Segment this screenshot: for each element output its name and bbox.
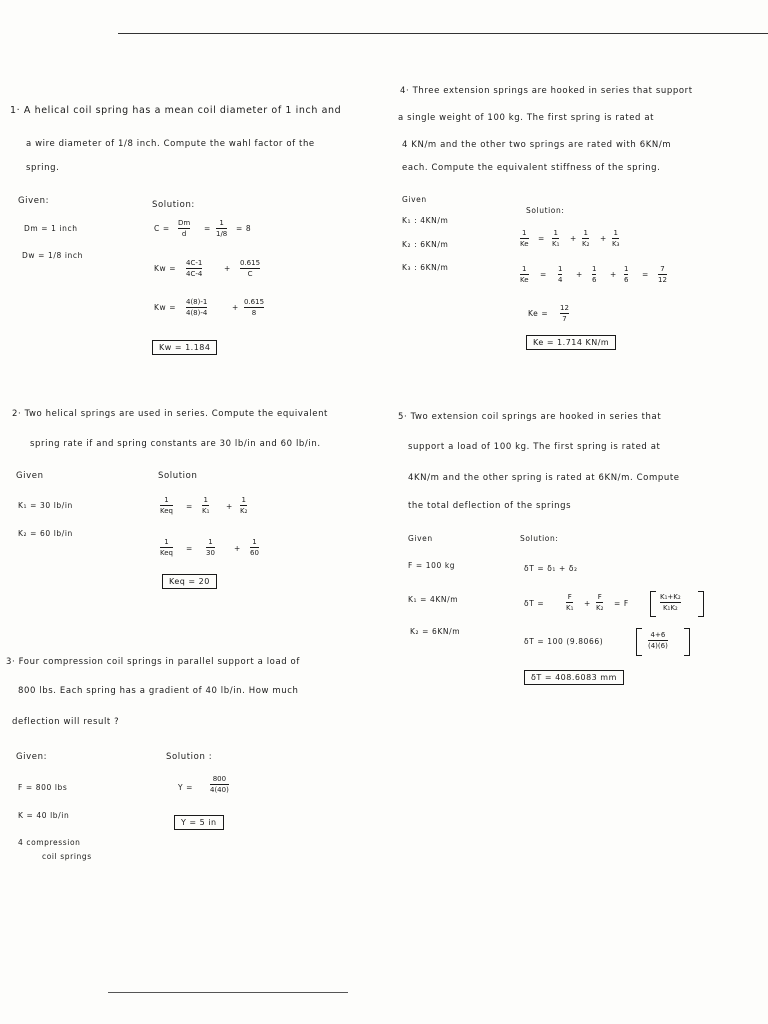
bracket-left xyxy=(650,591,656,617)
solution-label: Solution: xyxy=(526,206,565,215)
answer-box: Y = 5 in xyxy=(174,815,224,830)
solution-label: Solution : xyxy=(166,752,213,762)
fraction: 1 6 xyxy=(624,265,629,285)
equation-line: δT = δ₁ + δ₂ xyxy=(524,564,578,573)
fraction: K₁+K₂ K₁K₂ xyxy=(660,593,681,613)
fraction: 1 60 xyxy=(250,538,259,558)
given-item: K₁ = 4KN/m xyxy=(408,595,459,604)
answer-box: Keq = 20 xyxy=(162,574,217,589)
fraction: 4+6 (4)(6) xyxy=(648,631,668,651)
equation-lhs: Ke = xyxy=(528,309,549,318)
fraction: 1 K₂ xyxy=(582,229,590,249)
answer-box: δT = 408.6083 mm xyxy=(524,670,624,685)
equals: = xyxy=(538,234,545,243)
plus: + xyxy=(570,234,577,243)
equation-lhs: Y = xyxy=(178,783,194,792)
fraction: 800 4(40) xyxy=(210,775,229,795)
fraction: 1 Ke xyxy=(520,265,529,285)
fraction: 0.615 C xyxy=(240,259,261,279)
plus: + xyxy=(226,502,233,511)
equals: = xyxy=(204,224,211,233)
bracket-left xyxy=(636,628,642,656)
answer-box: Kw = 1.184 xyxy=(152,340,217,355)
given-item: K₁ = 30 lb/in xyxy=(18,501,73,510)
fraction: 7 12 xyxy=(658,265,667,285)
given-label: Given xyxy=(16,471,44,481)
equation-rhs: = F xyxy=(614,599,629,608)
given-item: Dm = 1 inch xyxy=(24,224,78,233)
given-item: 4 compression xyxy=(18,838,81,847)
problem-5-line-1: 5· Two extension coil springs are hooked in series that xyxy=(398,412,662,422)
fraction: 12 7 xyxy=(560,304,569,324)
given-item: K₁ : 4KN/m xyxy=(402,216,449,225)
solution-label: Solution xyxy=(158,471,198,481)
problem-4-line-4: each. Compute the equivalent stiffness of the spring. xyxy=(402,163,661,173)
given-label: Given: xyxy=(18,196,50,206)
equation-lhs: δT = xyxy=(524,599,545,608)
equals: = xyxy=(186,544,193,553)
result: = 8 xyxy=(236,224,252,233)
plus: + xyxy=(234,544,241,553)
fraction: 1 K₁ xyxy=(552,229,560,249)
bottom-edge-line xyxy=(108,992,348,993)
plus: + xyxy=(232,303,239,312)
fraction: 1 K₁ xyxy=(202,496,210,516)
equation-lhs: C = xyxy=(154,224,170,233)
fraction: 0.615 8 xyxy=(244,298,265,318)
problem-1-line-2: a wire diameter of 1/8 inch. Compute the wahl factor of the xyxy=(26,139,315,149)
plus: + xyxy=(576,270,583,279)
top-edge-line xyxy=(118,33,768,34)
given-item: K₃ : 6KN/m xyxy=(402,263,449,272)
fraction: 1 4 xyxy=(558,265,563,285)
fraction: 1 30 xyxy=(206,538,215,558)
fraction: 1 6 xyxy=(592,265,597,285)
fraction: 1 1/8 xyxy=(216,219,228,239)
equation-lhs: δT = 100 (9.8066) xyxy=(524,637,604,646)
bracket-right xyxy=(684,628,690,656)
fraction: 4C-1 4C-4 xyxy=(186,259,203,279)
equals: = xyxy=(540,270,547,279)
problem-5-line-3: 4KN/m and the other spring is rated at 6KN/m. Compute xyxy=(408,473,680,483)
given-item: K₂ = 60 lb/in xyxy=(18,529,73,538)
plus: + xyxy=(600,234,607,243)
fraction: 1 K₃ xyxy=(612,229,620,249)
fraction: F K₂ xyxy=(596,593,604,613)
answer-box: Ke = 1.714 KN/m xyxy=(526,335,616,350)
given-item: coil springs xyxy=(42,852,92,861)
solution-label: Solution: xyxy=(520,534,559,543)
fraction: 1 Ke xyxy=(520,229,529,249)
given-item: K₂ : 6KN/m xyxy=(402,240,449,249)
bracket-right xyxy=(698,591,704,617)
problem-4-line-1: 4· Three extension springs are hooked in series that support xyxy=(400,86,693,96)
problem-5-line-2: support a load of 100 kg. The first spring is rated at xyxy=(408,442,661,452)
problem-2-line-2: spring rate if and spring constants are 30 lb/in and 60 lb/in. xyxy=(30,439,321,449)
problem-2-line-1: 2· Two helical springs are used in series. Compute the equivalent xyxy=(12,409,328,419)
fraction: 1 Keq xyxy=(160,496,173,516)
problem-4-line-3: 4 KN/m and the other two springs are rated with 6KN/m xyxy=(402,140,672,150)
fraction: 1 K₂ xyxy=(240,496,248,516)
problem-3-line-1: 3· Four compression coil springs in parallel support a load of xyxy=(6,657,300,667)
given-item: F = 800 lbs xyxy=(18,783,68,792)
given-label: Given xyxy=(408,534,433,543)
fraction: Dm d xyxy=(178,219,191,239)
given-item: K = 40 lb/in xyxy=(18,811,70,820)
plus: + xyxy=(584,599,591,608)
equation-lhs: Kw = xyxy=(154,303,177,312)
solution-label: Solution: xyxy=(152,200,195,210)
plus: + xyxy=(224,264,231,273)
given-item: Dw = 1/8 inch xyxy=(22,251,83,260)
equals: = xyxy=(642,270,649,279)
given-item: F = 100 kg xyxy=(408,561,456,570)
problem-1-line-3: spring. xyxy=(26,163,60,173)
problem-3-line-2: 800 lbs. Each spring has a gradient of 40 lb/in. How much xyxy=(18,686,299,696)
problem-3-line-3: deflection will result ? xyxy=(12,717,120,727)
given-label: Given: xyxy=(16,752,48,762)
equation-lhs: Kw = xyxy=(154,264,177,273)
fraction: 1 Keq xyxy=(160,538,173,558)
problem-4-line-2: a single weight of 100 kg. The first spring is rated at xyxy=(398,113,655,123)
fraction: F K₁ xyxy=(566,593,574,613)
plus: + xyxy=(610,270,617,279)
given-item: K₂ = 6KN/m xyxy=(410,627,461,636)
equals: = xyxy=(186,502,193,511)
problem-1-line-1: 1· A helical coil spring has a mean coil diameter of 1 inch and xyxy=(10,105,342,116)
given-label: Given xyxy=(402,195,427,204)
problem-5-line-4: the total deflection of the springs xyxy=(408,501,572,511)
fraction: 4(8)-1 4(8)-4 xyxy=(186,298,208,318)
